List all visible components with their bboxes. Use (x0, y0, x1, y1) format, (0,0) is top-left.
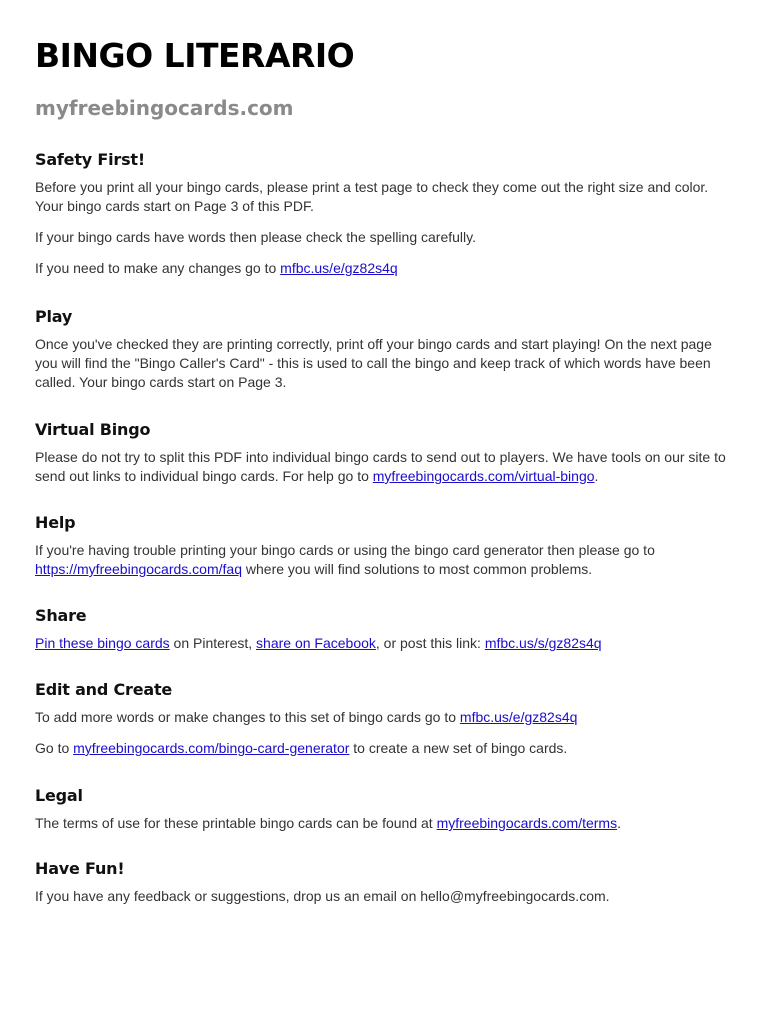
section-help (35, 513, 738, 591)
paragraph (35, 448, 738, 486)
section-share (35, 606, 738, 665)
text: If you're having trouble printing your bingo cards or using the bingo card generator then please go to (35, 542, 655, 558)
faq-link[interactable]: https://myfreebingocards.com/faq (35, 561, 242, 577)
section-virtual-bingo (35, 420, 738, 498)
text: . (617, 815, 621, 831)
text: . (594, 468, 599, 484)
text: The terms of use for these printable bingo cards can be found at (35, 815, 437, 831)
section-heading: Virtual Bingo (35, 420, 151, 439)
section-edit-and-create (35, 680, 738, 770)
virtual-bingo-link[interactable]: myfreebingocards.com/virtual-bingo (372, 468, 595, 484)
section-have-fun (35, 859, 738, 918)
section-play (35, 307, 738, 404)
section-safety-first (35, 150, 738, 290)
text: to create a new set of bingo cards. (349, 740, 568, 756)
paragraph: Before you print all your bingo cards, please print a test page to check they come out the right size and color. Your bingo cards start on Page 3 of this PDF. (35, 179, 709, 214)
section-legal (35, 786, 738, 845)
paragraph: If you have any feedback or suggestions, drop us an email on hello@myfreebingocards.com. (35, 888, 610, 904)
terms-link[interactable]: myfreebingocards.com/terms (436, 815, 618, 831)
section-heading: Edit and Create (35, 680, 173, 699)
paragraph: If your bingo cards have words then please check the spelling carefully. (35, 229, 476, 245)
page-title: BINGO LITERARIO (35, 36, 355, 75)
paragraph (35, 259, 738, 278)
pinterest-link[interactable]: Pin these bingo cards (35, 635, 170, 651)
paragraph (35, 814, 738, 833)
text: on Pinterest, (169, 635, 257, 651)
section-heading: Play (35, 307, 73, 326)
paragraph (35, 634, 738, 653)
generator-link[interactable]: myfreebingocards.com/bingo-card-generator (73, 740, 350, 756)
share-link[interactable]: mfbc.us/s/gz82s4q (484, 635, 602, 651)
site-name: myfreebingocards.com (35, 96, 294, 120)
paragraph: Once you've checked they are printing correctly, print off your bingo cards and start playing! On the next page you will find the "Bingo Caller's Card" - this is used to call the bingo and keep track of which words have been called. Your bingo cards start on Page 3. (35, 336, 712, 390)
section-heading: Legal (35, 786, 83, 805)
text: Go to (35, 740, 74, 756)
section-heading: Share (35, 606, 87, 625)
section-heading: Help (35, 513, 76, 532)
paragraph (35, 541, 738, 579)
paragraph (35, 708, 738, 727)
text: If you need to make any changes go to (35, 260, 281, 276)
text: Please do not try to split this PDF into individual bingo cards to send out to players. We have tools on our site to send out links to individual bingo cards. For help go to (35, 449, 726, 484)
edit-link[interactable]: mfbc.us/e/gz82s4q (459, 709, 578, 725)
facebook-link[interactable]: share on Facebook (256, 635, 376, 651)
section-heading: Have Fun! (35, 859, 125, 878)
text: To add more words or make changes to this set of bingo cards go to (35, 709, 460, 725)
text: where you will find solutions to most common problems. (242, 561, 593, 577)
paragraph (35, 739, 738, 758)
edit-link[interactable]: mfbc.us/e/gz82s4q (280, 260, 398, 276)
section-heading: Safety First! (35, 150, 145, 169)
text: , or post this link: (375, 635, 485, 651)
